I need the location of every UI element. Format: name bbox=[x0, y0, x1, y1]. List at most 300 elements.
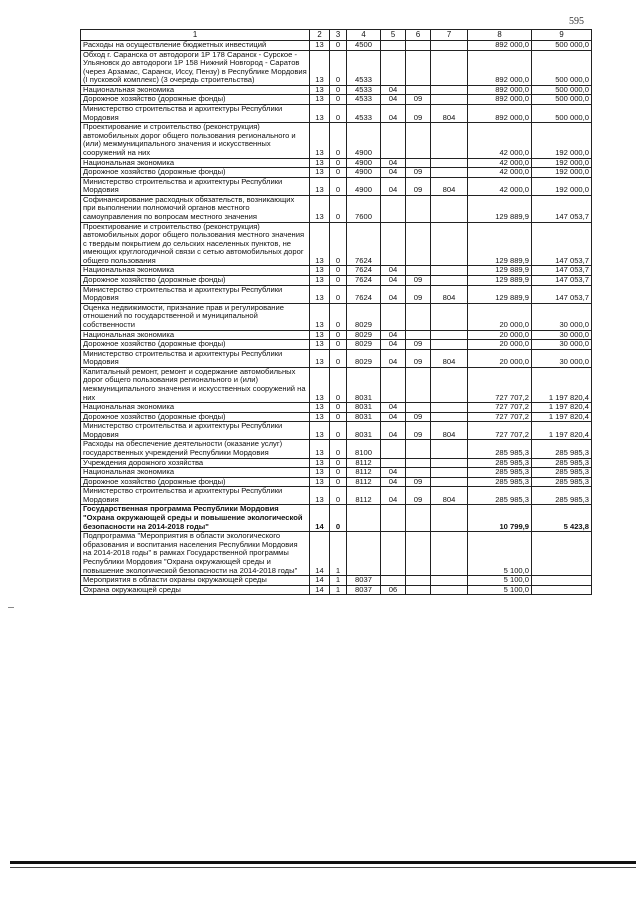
page-footer-rule-thin bbox=[10, 867, 636, 868]
table-row bbox=[81, 41, 592, 51]
cell-col5 bbox=[381, 195, 406, 222]
table-row bbox=[81, 50, 592, 85]
cell-col3: 0 bbox=[330, 403, 347, 413]
cell-col5: 04 bbox=[381, 285, 406, 303]
cell-col9: 1 197 820,4 bbox=[532, 403, 592, 413]
cell-col4: 4500 bbox=[347, 41, 381, 51]
cell-col8: 285 985,3 bbox=[468, 468, 532, 478]
cell-col9: 5 423,8 bbox=[532, 505, 592, 532]
cell-col2: 13 bbox=[310, 458, 330, 468]
cell-col6: 09 bbox=[406, 487, 431, 505]
cell-name: Проектирование и строительство (реконструкция) автомобильных дорог общего пользования регионального и (или) межмуниципального значения и искусственных сооружений на них bbox=[81, 123, 310, 158]
cell-name: Расходы на обеспечение деятельности (оказание услуг) государственных учреждений Республики Мордовия bbox=[81, 440, 310, 458]
cell-col7 bbox=[431, 532, 468, 576]
table-row bbox=[81, 585, 592, 595]
cell-col4: 8112 bbox=[347, 487, 381, 505]
cell-col2: 13 bbox=[310, 468, 330, 478]
cell-col3: 0 bbox=[330, 285, 347, 303]
cell-col9: 1 197 820,4 bbox=[532, 422, 592, 440]
cell-col3: 0 bbox=[330, 222, 347, 266]
cell-col7 bbox=[431, 168, 468, 178]
table-row bbox=[81, 285, 592, 303]
cell-col7 bbox=[431, 458, 468, 468]
table-row bbox=[81, 222, 592, 266]
cell-col9 bbox=[532, 576, 592, 586]
cell-col6: 09 bbox=[406, 340, 431, 350]
cell-col7 bbox=[431, 158, 468, 168]
cell-col3: 0 bbox=[330, 330, 347, 340]
cell-col4 bbox=[347, 505, 381, 532]
cell-col9: 147 053,7 bbox=[532, 222, 592, 266]
cell-col8: 892 000,0 bbox=[468, 85, 532, 95]
cell-name: Оценка недвижимости, признание прав и регулирование отношений по государственной и муниципальной собственности bbox=[81, 303, 310, 330]
cell-col5 bbox=[381, 458, 406, 468]
page-number: 595 bbox=[569, 16, 584, 27]
cell-col4: 8112 bbox=[347, 458, 381, 468]
budget-table bbox=[80, 29, 592, 595]
cell-col4: 8029 bbox=[347, 349, 381, 367]
cell-col6: 09 bbox=[406, 412, 431, 422]
table-row bbox=[81, 412, 592, 422]
cell-col7 bbox=[431, 95, 468, 105]
table-row bbox=[81, 266, 592, 276]
cell-col6 bbox=[406, 195, 431, 222]
cell-col8: 892 000,0 bbox=[468, 41, 532, 51]
cell-col2: 13 bbox=[310, 177, 330, 195]
cell-col3: 0 bbox=[330, 276, 347, 286]
cell-col9: 192 000,0 bbox=[532, 177, 592, 195]
cell-name: Государственная программа Республики Мордовия "Охрана окружающей среды и повышение экологической безопасности на 2014-2018 годы" bbox=[81, 505, 310, 532]
scan-mark bbox=[8, 607, 14, 608]
cell-col8: 20 000,0 bbox=[468, 303, 532, 330]
cell-name: Мероприятия в области охраны окружающей среды bbox=[81, 576, 310, 586]
cell-col6 bbox=[406, 50, 431, 85]
cell-name: Национальная экономика bbox=[81, 403, 310, 413]
cell-col2: 13 bbox=[310, 222, 330, 266]
cell-col3: 0 bbox=[330, 340, 347, 350]
cell-col6 bbox=[406, 41, 431, 51]
cell-col6: 09 bbox=[406, 477, 431, 487]
table-row bbox=[81, 330, 592, 340]
col-header-6: 6 bbox=[406, 30, 431, 41]
cell-col9: 147 053,7 bbox=[532, 266, 592, 276]
cell-col9: 30 000,0 bbox=[532, 349, 592, 367]
cell-col9: 1 197 820,4 bbox=[532, 412, 592, 422]
table-row bbox=[81, 477, 592, 487]
cell-col9: 500 000,0 bbox=[532, 41, 592, 51]
cell-col2: 13 bbox=[310, 123, 330, 158]
cell-col8: 129 889,9 bbox=[468, 266, 532, 276]
cell-name: Охрана окружающей среды bbox=[81, 585, 310, 595]
cell-col3: 0 bbox=[330, 168, 347, 178]
cell-col5: 04 bbox=[381, 403, 406, 413]
cell-col2: 13 bbox=[310, 487, 330, 505]
cell-col7 bbox=[431, 41, 468, 51]
table-row bbox=[81, 576, 592, 586]
cell-col6 bbox=[406, 367, 431, 402]
col-header-5: 5 bbox=[381, 30, 406, 41]
cell-col2: 13 bbox=[310, 195, 330, 222]
cell-col8: 20 000,0 bbox=[468, 330, 532, 340]
cell-name: Капитальный ремонт, ремонт и содержание автомобильных дорог общего пользования регионального и (или) межмуниципального значения и искусственных сооружений на них bbox=[81, 367, 310, 402]
cell-col7 bbox=[431, 266, 468, 276]
cell-col3: 0 bbox=[330, 440, 347, 458]
cell-col6 bbox=[406, 585, 431, 595]
cell-col8: 5 100,0 bbox=[468, 532, 532, 576]
cell-col7 bbox=[431, 330, 468, 340]
cell-col8: 285 985,3 bbox=[468, 487, 532, 505]
cell-col4 bbox=[347, 532, 381, 576]
table-row bbox=[81, 468, 592, 478]
table-row bbox=[81, 177, 592, 195]
cell-col3: 1 bbox=[330, 585, 347, 595]
cell-col3: 0 bbox=[330, 85, 347, 95]
cell-name: Дорожное хозяйство (дорожные фонды) bbox=[81, 412, 310, 422]
cell-col8: 5 100,0 bbox=[468, 576, 532, 586]
cell-col3: 0 bbox=[330, 195, 347, 222]
cell-col3: 0 bbox=[330, 505, 347, 532]
cell-col3: 0 bbox=[330, 487, 347, 505]
cell-col7 bbox=[431, 123, 468, 158]
cell-col8: 727 707,2 bbox=[468, 403, 532, 413]
cell-col5: 04 bbox=[381, 266, 406, 276]
cell-col7 bbox=[431, 276, 468, 286]
table-row bbox=[81, 487, 592, 505]
cell-name: Министерство строительства и архитектуры Республики Мордовия bbox=[81, 349, 310, 367]
cell-col3: 0 bbox=[330, 468, 347, 478]
cell-col6 bbox=[406, 222, 431, 266]
cell-col5: 04 bbox=[381, 487, 406, 505]
cell-col2: 13 bbox=[310, 330, 330, 340]
cell-col9: 500 000,0 bbox=[532, 85, 592, 95]
cell-col3: 0 bbox=[330, 41, 347, 51]
cell-col8: 42 000,0 bbox=[468, 158, 532, 168]
cell-col8: 285 985,3 bbox=[468, 440, 532, 458]
cell-col5 bbox=[381, 303, 406, 330]
cell-col4: 4900 bbox=[347, 168, 381, 178]
cell-col2: 13 bbox=[310, 303, 330, 330]
cell-col4: 4533 bbox=[347, 50, 381, 85]
cell-col6 bbox=[406, 505, 431, 532]
cell-col8: 42 000,0 bbox=[468, 123, 532, 158]
cell-col4: 7624 bbox=[347, 285, 381, 303]
cell-name: Министерство строительства и архитектуры Республики Мордовия bbox=[81, 487, 310, 505]
cell-name: Национальная экономика bbox=[81, 85, 310, 95]
cell-col8: 129 889,9 bbox=[468, 222, 532, 266]
cell-col2: 13 bbox=[310, 403, 330, 413]
table-row bbox=[81, 532, 592, 576]
cell-col6: 09 bbox=[406, 105, 431, 123]
cell-col4: 4533 bbox=[347, 85, 381, 95]
cell-col5: 04 bbox=[381, 340, 406, 350]
col-header-4: 4 bbox=[347, 30, 381, 41]
cell-col9: 1 197 820,4 bbox=[532, 367, 592, 402]
cell-col3: 0 bbox=[330, 105, 347, 123]
cell-col5: 04 bbox=[381, 85, 406, 95]
cell-name: Министерство строительства и архитектуры Республики Мордовия bbox=[81, 422, 310, 440]
cell-col6 bbox=[406, 123, 431, 158]
cell-col7 bbox=[431, 195, 468, 222]
table-row bbox=[81, 505, 592, 532]
table-row bbox=[81, 367, 592, 402]
cell-col4: 8037 bbox=[347, 576, 381, 586]
cell-col7 bbox=[431, 477, 468, 487]
cell-col9: 500 000,0 bbox=[532, 95, 592, 105]
cell-col2: 13 bbox=[310, 367, 330, 402]
table-row bbox=[81, 123, 592, 158]
cell-name: Национальная экономика bbox=[81, 468, 310, 478]
cell-col8: 20 000,0 bbox=[468, 349, 532, 367]
cell-col6 bbox=[406, 458, 431, 468]
table-row bbox=[81, 458, 592, 468]
cell-col6: 09 bbox=[406, 95, 431, 105]
cell-name: Национальная экономика bbox=[81, 330, 310, 340]
cell-col9: 500 000,0 bbox=[532, 50, 592, 85]
cell-name: Дорожное хозяйство (дорожные фонды) bbox=[81, 95, 310, 105]
cell-col7: 804 bbox=[431, 105, 468, 123]
cell-col8: 20 000,0 bbox=[468, 340, 532, 350]
cell-col2: 13 bbox=[310, 440, 330, 458]
cell-col8: 727 707,2 bbox=[468, 367, 532, 402]
cell-col5: 04 bbox=[381, 168, 406, 178]
table-row bbox=[81, 422, 592, 440]
cell-col6 bbox=[406, 303, 431, 330]
cell-col4: 8031 bbox=[347, 403, 381, 413]
cell-col8: 129 889,9 bbox=[468, 276, 532, 286]
cell-col4: 8029 bbox=[347, 330, 381, 340]
cell-col2: 13 bbox=[310, 41, 330, 51]
cell-name: Учреждения дорожного хозяйства bbox=[81, 458, 310, 468]
cell-name: Расходы на осуществление бюджетных инвестиций bbox=[81, 41, 310, 51]
cell-col4: 8112 bbox=[347, 477, 381, 487]
cell-col3: 0 bbox=[330, 477, 347, 487]
table-row bbox=[81, 440, 592, 458]
cell-col6 bbox=[406, 440, 431, 458]
cell-col7 bbox=[431, 367, 468, 402]
cell-col4: 8037 bbox=[347, 585, 381, 595]
cell-col9: 147 053,7 bbox=[532, 285, 592, 303]
cell-col2: 13 bbox=[310, 50, 330, 85]
cell-col7: 804 bbox=[431, 487, 468, 505]
cell-name: Национальная экономика bbox=[81, 158, 310, 168]
col-header-1: 1 bbox=[81, 30, 310, 41]
table-row bbox=[81, 340, 592, 350]
table-row bbox=[81, 276, 592, 286]
cell-col5: 04 bbox=[381, 412, 406, 422]
col-header-9: 9 bbox=[532, 30, 592, 41]
cell-col2: 13 bbox=[310, 276, 330, 286]
cell-name: Министерство строительства и архитектуры Республики Мордовия bbox=[81, 177, 310, 195]
cell-col2: 13 bbox=[310, 105, 330, 123]
cell-col7 bbox=[431, 403, 468, 413]
cell-col5 bbox=[381, 50, 406, 85]
cell-col9: 285 985,3 bbox=[532, 468, 592, 478]
cell-col9: 147 053,7 bbox=[532, 276, 592, 286]
cell-col5: 04 bbox=[381, 95, 406, 105]
cell-col5: 04 bbox=[381, 422, 406, 440]
cell-col2: 13 bbox=[310, 285, 330, 303]
cell-col3: 0 bbox=[330, 458, 347, 468]
cell-col4: 7624 bbox=[347, 276, 381, 286]
cell-col8: 892 000,0 bbox=[468, 50, 532, 85]
cell-col8: 285 985,3 bbox=[468, 477, 532, 487]
cell-col3: 0 bbox=[330, 123, 347, 158]
cell-col2: 14 bbox=[310, 532, 330, 576]
col-header-7: 7 bbox=[431, 30, 468, 41]
cell-col4: 8031 bbox=[347, 367, 381, 402]
cell-col6: 09 bbox=[406, 177, 431, 195]
cell-col3: 0 bbox=[330, 95, 347, 105]
cell-col7: 804 bbox=[431, 177, 468, 195]
cell-col5: 04 bbox=[381, 276, 406, 286]
cell-col4: 4533 bbox=[347, 105, 381, 123]
cell-name: Проектирование и строительство (реконструкция) автомобильных дорог общего пользования местного значения с твердым покрытием до сельских населенных пунктов, не имеющих круглогодичной связи с сетью автомобильных дорог общего пользования bbox=[81, 222, 310, 266]
cell-col5: 06 bbox=[381, 585, 406, 595]
table-row bbox=[81, 105, 592, 123]
cell-col8: 5 100,0 bbox=[468, 585, 532, 595]
cell-col5 bbox=[381, 367, 406, 402]
cell-col3: 0 bbox=[330, 422, 347, 440]
cell-col4: 8100 bbox=[347, 440, 381, 458]
cell-col4: 4900 bbox=[347, 177, 381, 195]
cell-col2: 13 bbox=[310, 412, 330, 422]
cell-col7 bbox=[431, 340, 468, 350]
cell-col5: 04 bbox=[381, 349, 406, 367]
cell-name: Дорожное хозяйство (дорожные фонды) bbox=[81, 168, 310, 178]
cell-col5: 04 bbox=[381, 177, 406, 195]
cell-name: Софинансирование расходных обязательств, возникающих при выполнении полномочий органов местного самоуправления по вопросам местного значения bbox=[81, 195, 310, 222]
cell-name: Национальная экономика bbox=[81, 266, 310, 276]
cell-col8: 727 707,2 bbox=[468, 412, 532, 422]
cell-col9 bbox=[532, 532, 592, 576]
cell-name: Министерство строительства и архитектуры Республики Мордовия bbox=[81, 285, 310, 303]
cell-col7: 804 bbox=[431, 422, 468, 440]
cell-col7 bbox=[431, 222, 468, 266]
cell-col2: 13 bbox=[310, 349, 330, 367]
cell-col8: 285 985,3 bbox=[468, 458, 532, 468]
cell-col8: 129 889,9 bbox=[468, 285, 532, 303]
cell-col6 bbox=[406, 266, 431, 276]
cell-col8: 10 799,9 bbox=[468, 505, 532, 532]
cell-col2: 14 bbox=[310, 576, 330, 586]
cell-col9: 30 000,0 bbox=[532, 330, 592, 340]
cell-col7 bbox=[431, 50, 468, 85]
cell-col7 bbox=[431, 585, 468, 595]
cell-name: Обход г. Саранска от автодороги 1Р 178 Саранск - Сурское - Ульяновск до автодороги 1Р 158 Нижний Новгород - Саратов (через Арзамас, Саранск, Иссу, Пензу) в Республике Мордовия (I пусковой комплекс) (3 очередь строительства) bbox=[81, 50, 310, 85]
cell-col3: 1 bbox=[330, 576, 347, 586]
cell-col7 bbox=[431, 505, 468, 532]
cell-col5: 04 bbox=[381, 158, 406, 168]
cell-col6: 09 bbox=[406, 349, 431, 367]
cell-col4: 8031 bbox=[347, 422, 381, 440]
cell-col3: 0 bbox=[330, 177, 347, 195]
table-row bbox=[81, 158, 592, 168]
cell-col4: 4533 bbox=[347, 95, 381, 105]
cell-col5 bbox=[381, 576, 406, 586]
cell-col7 bbox=[431, 440, 468, 458]
cell-col9: 285 985,3 bbox=[532, 458, 592, 468]
col-header-3: 3 bbox=[330, 30, 347, 41]
table-row bbox=[81, 168, 592, 178]
table-row bbox=[81, 195, 592, 222]
cell-col7 bbox=[431, 468, 468, 478]
cell-col3: 0 bbox=[330, 158, 347, 168]
cell-col9: 285 985,3 bbox=[532, 487, 592, 505]
cell-col4: 4900 bbox=[347, 123, 381, 158]
cell-col5 bbox=[381, 532, 406, 576]
table-row bbox=[81, 95, 592, 105]
cell-col3: 1 bbox=[330, 532, 347, 576]
cell-col4: 8031 bbox=[347, 412, 381, 422]
col-header-8: 8 bbox=[468, 30, 532, 41]
cell-col9: 30 000,0 bbox=[532, 340, 592, 350]
table-row bbox=[81, 303, 592, 330]
cell-name: Подпрограмма "Мероприятия в области экологического образования и воспитания населения Республики Мордовия на 2014-2018 годы" в рамках Государственной программы Республики Мордовия "Охрана окружающей среды и повышение экологической безопасности на 2014-2018 годы" bbox=[81, 532, 310, 576]
cell-col9: 192 000,0 bbox=[532, 168, 592, 178]
col-header-2: 2 bbox=[310, 30, 330, 41]
cell-col6: 09 bbox=[406, 285, 431, 303]
cell-col9: 192 000,0 bbox=[532, 123, 592, 158]
table-row bbox=[81, 349, 592, 367]
cell-col7 bbox=[431, 303, 468, 330]
cell-col2: 13 bbox=[310, 95, 330, 105]
cell-col8: 42 000,0 bbox=[468, 168, 532, 178]
cell-col4: 8029 bbox=[347, 340, 381, 350]
cell-col7: 804 bbox=[431, 349, 468, 367]
cell-col3: 0 bbox=[330, 50, 347, 85]
cell-col7 bbox=[431, 412, 468, 422]
cell-col6 bbox=[406, 85, 431, 95]
cell-name: Дорожное хозяйство (дорожные фонды) bbox=[81, 340, 310, 350]
cell-col5: 04 bbox=[381, 477, 406, 487]
cell-col5 bbox=[381, 222, 406, 266]
cell-col7 bbox=[431, 576, 468, 586]
cell-col6 bbox=[406, 576, 431, 586]
cell-col6 bbox=[406, 403, 431, 413]
cell-col9: 147 053,7 bbox=[532, 195, 592, 222]
cell-col6: 09 bbox=[406, 168, 431, 178]
cell-col6 bbox=[406, 158, 431, 168]
cell-col6: 09 bbox=[406, 422, 431, 440]
cell-col5: 04 bbox=[381, 330, 406, 340]
cell-name: Дорожное хозяйство (дорожные фонды) bbox=[81, 477, 310, 487]
cell-col5 bbox=[381, 41, 406, 51]
cell-col8: 892 000,0 bbox=[468, 95, 532, 105]
cell-col9 bbox=[532, 585, 592, 595]
cell-col3: 0 bbox=[330, 266, 347, 276]
cell-col5: 04 bbox=[381, 468, 406, 478]
cell-col3: 0 bbox=[330, 303, 347, 330]
cell-col4: 7624 bbox=[347, 266, 381, 276]
cell-col2: 14 bbox=[310, 505, 330, 532]
cell-col6: 09 bbox=[406, 276, 431, 286]
cell-col9: 500 000,0 bbox=[532, 105, 592, 123]
cell-col6 bbox=[406, 532, 431, 576]
cell-col2: 13 bbox=[310, 340, 330, 350]
cell-col9: 285 985,3 bbox=[532, 440, 592, 458]
cell-col8: 892 000,0 bbox=[468, 105, 532, 123]
column-header-row bbox=[81, 30, 592, 41]
cell-col2: 14 bbox=[310, 585, 330, 595]
cell-col2: 13 bbox=[310, 266, 330, 276]
table-row bbox=[81, 403, 592, 413]
cell-col9: 285 985,3 bbox=[532, 477, 592, 487]
cell-col4: 4900 bbox=[347, 158, 381, 168]
cell-col2: 13 bbox=[310, 85, 330, 95]
page-footer-rule bbox=[10, 861, 636, 864]
cell-col7: 804 bbox=[431, 285, 468, 303]
cell-col5 bbox=[381, 440, 406, 458]
